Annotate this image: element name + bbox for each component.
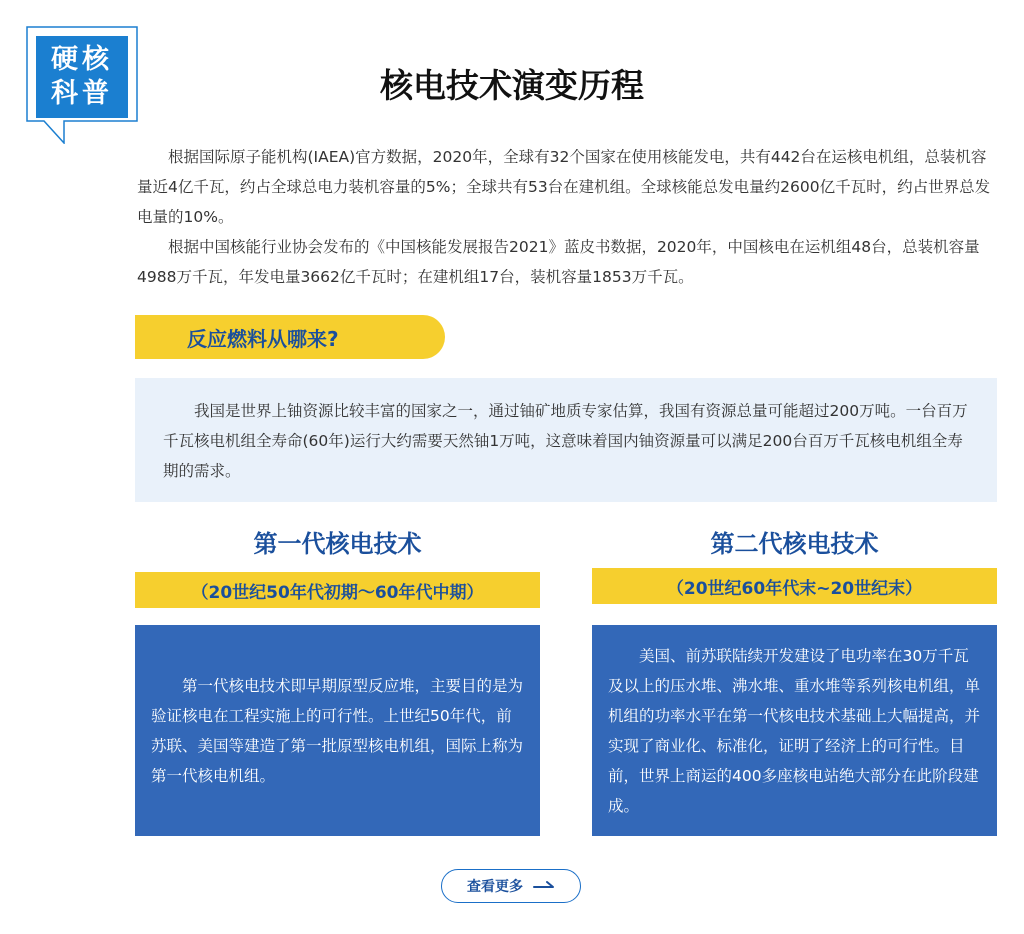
badge-line2: 科普 (51, 78, 113, 109)
arrow-right-icon (533, 880, 555, 892)
gen1-description-box (135, 625, 540, 836)
intro-section (137, 142, 999, 292)
gen2-period-bar (592, 568, 997, 604)
gen2-description: 美国、前苏联陆续开发建设了电功率在30万千瓦及以上的压水堆、沸水堆、重水堆等系列核电机组，单机组的功率水平在第一代核电技术基础上大幅提高，并实现了商业化、标准化，证明了经济上的可行性。目前，世界上商运的400多座核电站绝大部分在此阶段建成。 (608, 646, 981, 815)
gen1-title: 第一代核电技术 (253, 530, 422, 558)
gen2-description-box (592, 625, 997, 836)
section-heading-pill (135, 315, 445, 359)
intro-paragraph-2: 根据中国核能行业协会发布的《中国核能发展报告2021》蓝皮书数据，2020年，中国核电在运机组48台，总装机容量4988万千瓦，年发电量3662亿千瓦时；在建机组17台，装机容量1853万千瓦。 (137, 238, 980, 286)
gen1-period-bar (135, 572, 540, 608)
gen2-title: 第二代核电技术 (710, 530, 879, 558)
badge-line1: 硬核 (51, 44, 113, 75)
gen1-period: （20世纪50年代初期～60年代中期） (191, 582, 484, 603)
uranium-info-box (135, 378, 997, 502)
view-more-label: 查看更多 (467, 879, 523, 895)
intro-paragraph-1: 根据国际原子能机构(IAEA)官方数据，2020年，全球有32个国家在使用核能发电，共有442台在运核电机组，总装机容量近4亿千瓦，约占全球总电力装机容量的5%；全球共有53台在建机组。全球核能总发电量约2600亿千瓦时，约占世界总发电量的10%。 (137, 148, 991, 226)
gen2-period: （20世纪60年代末~20世纪末） (666, 578, 923, 599)
view-more-button[interactable] (441, 869, 581, 903)
page-title: 核电技术演变历程 (380, 66, 644, 105)
uranium-paragraph: 我国是世界上铀资源比较丰富的国家之一，通过铀矿地质专家估算，我国有资源总量可能超过200万吨。一台百万千瓦核电机组全寿命(60年)运行大约需要天然铀1万吨，这意味着国内铀资源量可以满足200台百万千瓦核电机组全寿期的需求。 (163, 402, 968, 480)
gen1-description: 第一代核电技术即早期原型反应堆，主要目的是为验证核电在工程实施上的可行性。上世纪50年代，前苏联、美国等建造了第一批原型核电机组，国际上称为第一代核电机组。 (151, 676, 524, 785)
section-heading: 反应燃料从哪来? (187, 326, 339, 351)
